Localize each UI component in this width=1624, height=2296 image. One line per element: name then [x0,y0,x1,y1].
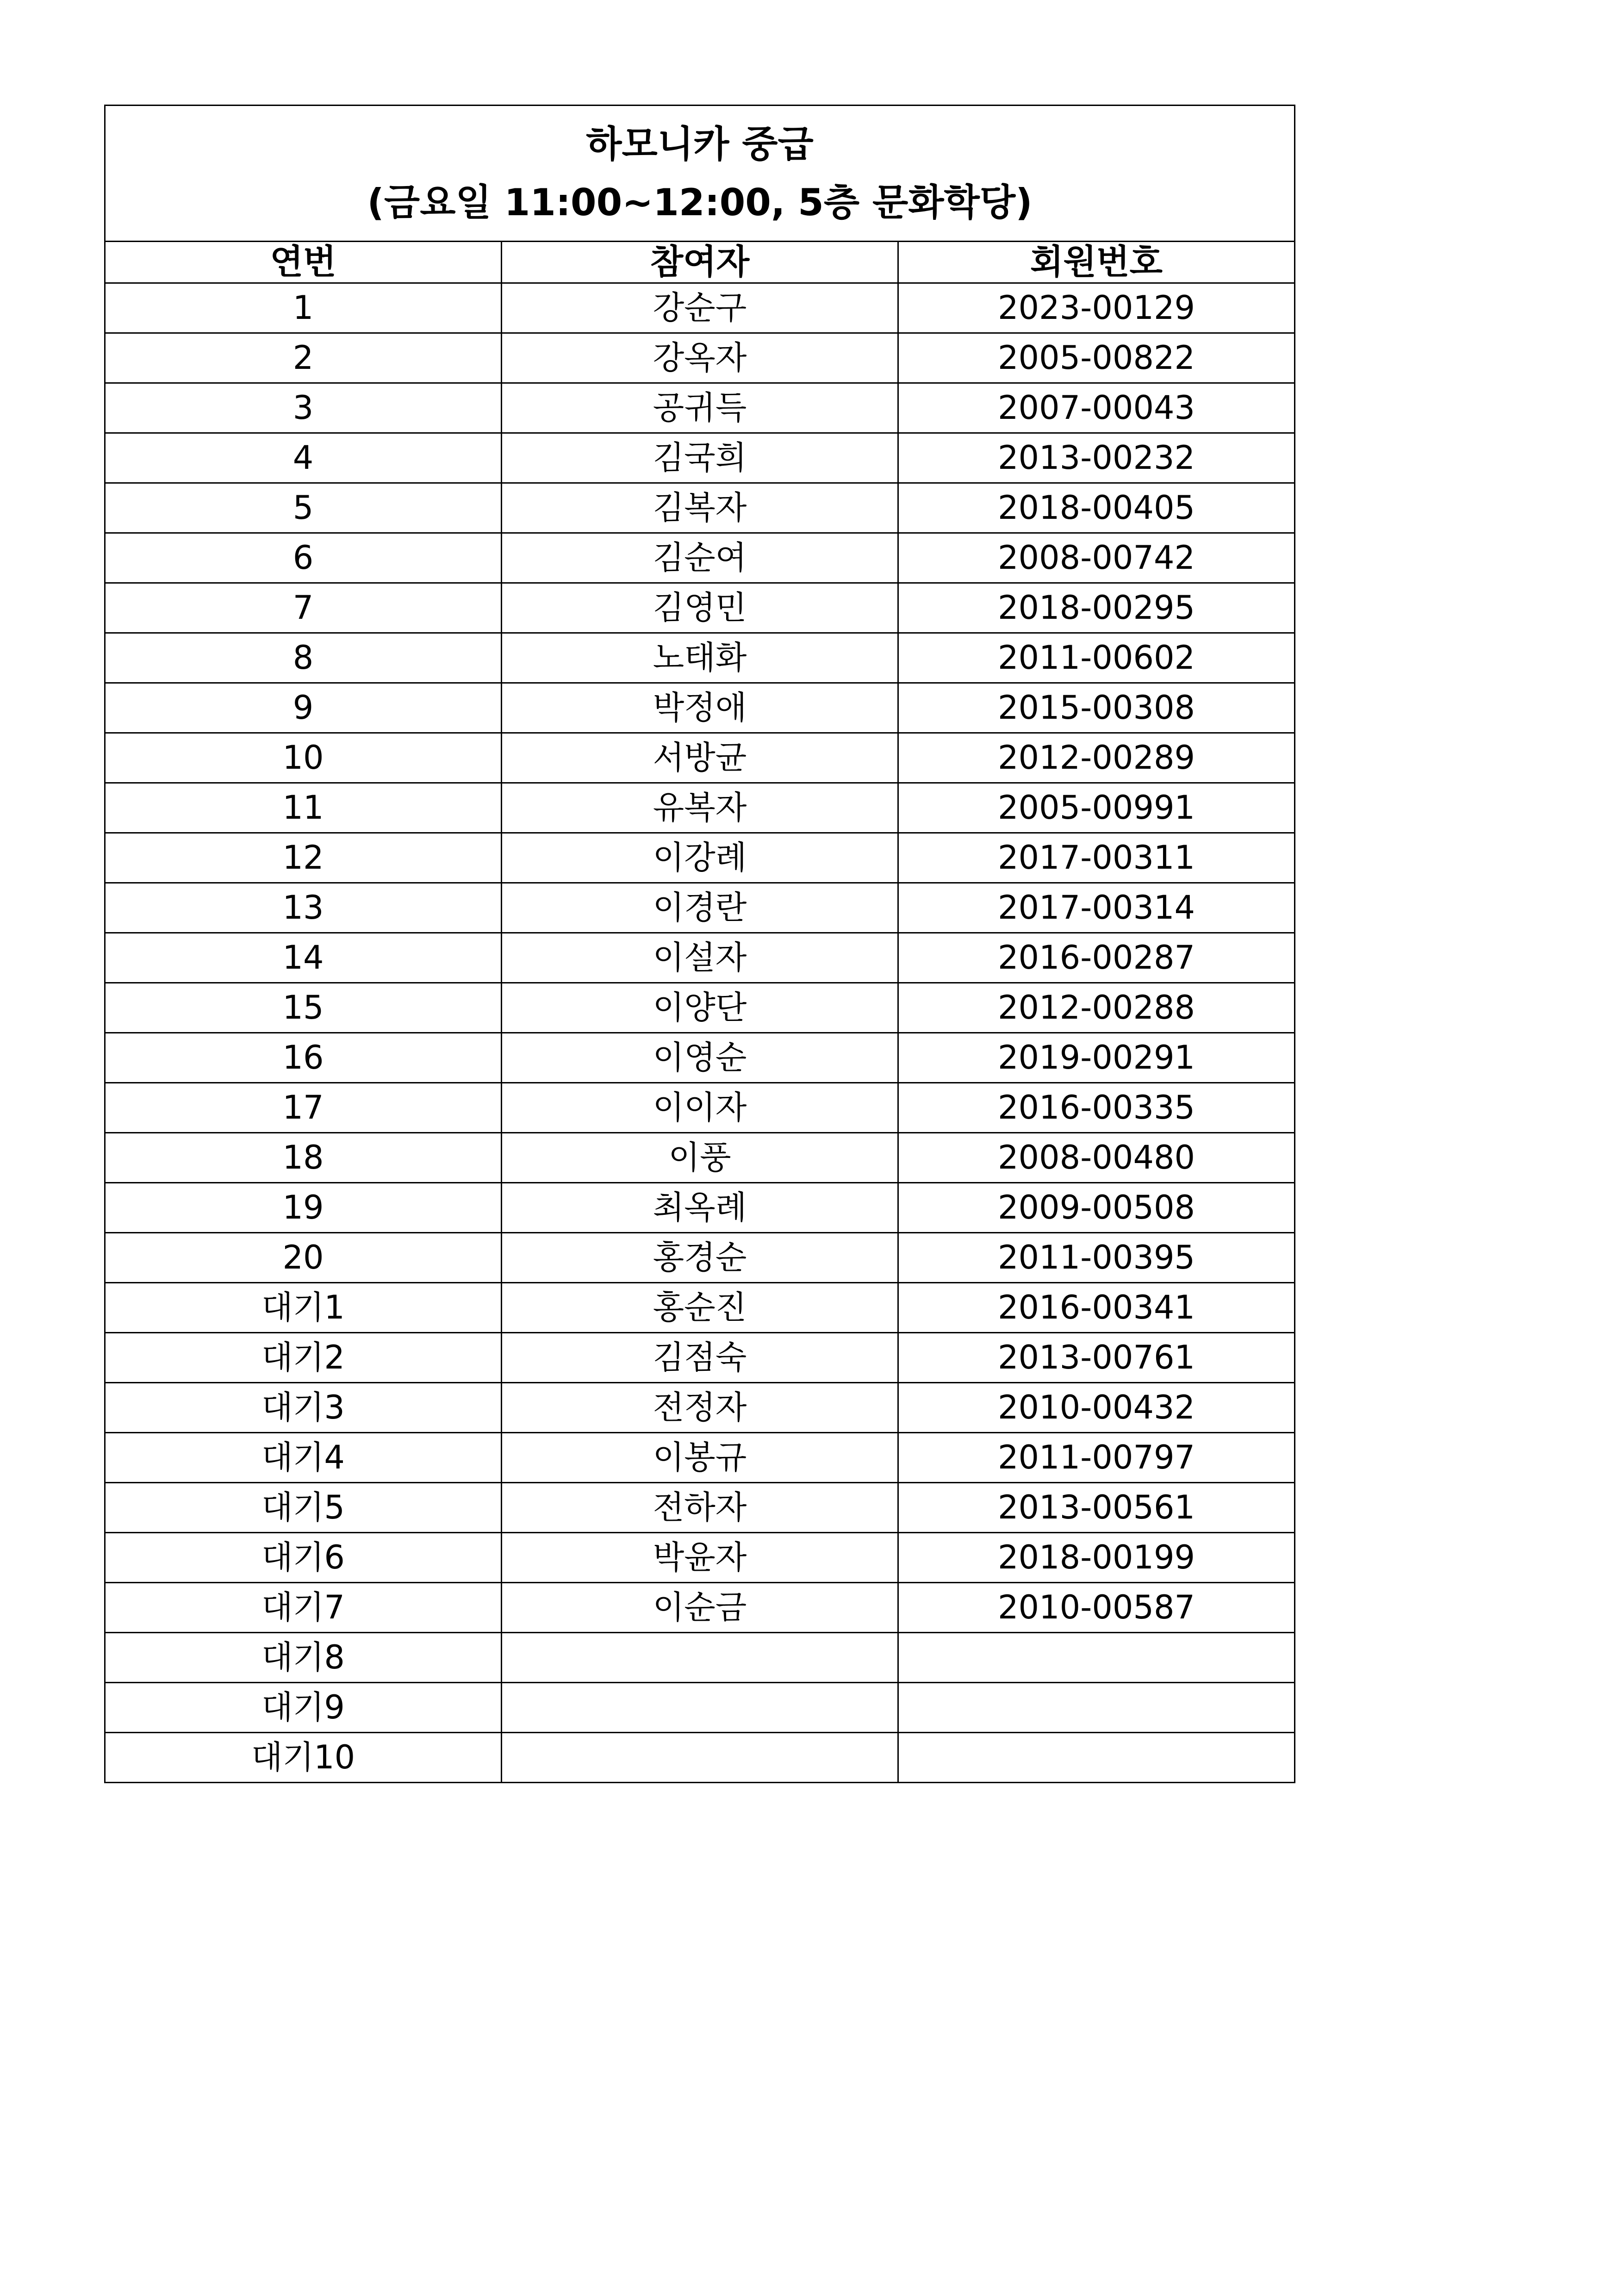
table-row [105,933,1295,983]
cell-member-id: 2013-00232 [898,433,1295,483]
cell-name: 강옥자 [502,333,898,383]
table-row [105,1383,1295,1433]
cell-no: 대기10 [105,1733,502,1783]
header-row [105,242,1295,283]
cell-member-id: 2018-00405 [898,483,1295,533]
table-row [105,1533,1295,1583]
cell-name: 김영민 [502,583,898,633]
cell-member-id: 2005-00822 [898,333,1295,383]
table-row [105,383,1295,433]
cell-no: 6 [105,533,502,583]
cell-no: 5 [105,483,502,533]
cell-no: 9 [105,683,502,733]
table-row [105,883,1295,933]
table-row [105,1183,1295,1233]
cell-name: 박윤자 [502,1533,898,1583]
cell-name: 노태화 [502,633,898,683]
cell-member-id [898,1683,1295,1733]
table-row [105,1633,1295,1683]
cell-member-id: 2011-00602 [898,633,1295,683]
cell-name: 유복자 [502,783,898,833]
cell-name: 박정애 [502,683,898,733]
cell-no: 대기3 [105,1383,502,1433]
cell-name: 이설자 [502,933,898,983]
cell-no: 1 [105,283,502,333]
cell-member-id: 2017-00311 [898,833,1295,883]
cell-member-id: 2007-00043 [898,383,1295,433]
cell-no: 대기6 [105,1533,502,1583]
cell-no: 12 [105,833,502,883]
cell-member-id: 2023-00129 [898,283,1295,333]
table-row [105,983,1295,1033]
cell-member-id: 2018-00295 [898,583,1295,633]
cell-member-id: 2018-00199 [898,1533,1295,1583]
table-row [105,1433,1295,1483]
cell-no: 11 [105,783,502,833]
cell-member-id: 2011-00797 [898,1433,1295,1483]
cell-name: 이경란 [502,883,898,933]
cell-member-id: 2016-00341 [898,1283,1295,1333]
table-row [105,1683,1295,1733]
table-row [105,1283,1295,1333]
title-line-2: (금요일 11:00~12:00, 5층 문화학당) [367,180,1033,224]
table-row [105,583,1295,633]
cell-no: 3 [105,383,502,433]
cell-name [502,1733,898,1783]
cell-no: 대기8 [105,1633,502,1683]
cell-name: 서방균 [502,733,898,783]
cell-member-id: 2012-00288 [898,983,1295,1033]
table-row [105,1133,1295,1183]
cell-member-id: 2009-00508 [898,1183,1295,1233]
table-row [105,483,1295,533]
table-row [105,1033,1295,1083]
column-header-no: 연번 [105,242,502,283]
cell-member-id: 2016-00335 [898,1083,1295,1133]
cell-member-id: 2008-00480 [898,1133,1295,1183]
table-row [105,433,1295,483]
table-row [105,1483,1295,1533]
table-row [105,1333,1295,1383]
cell-member-id: 2016-00287 [898,933,1295,983]
cell-name: 이이자 [502,1083,898,1133]
table-row [105,633,1295,683]
cell-no: 대기5 [105,1483,502,1533]
cell-no: 대기2 [105,1333,502,1383]
cell-member-id: 2010-00587 [898,1583,1295,1633]
table-row [105,683,1295,733]
cell-member-id: 2013-00761 [898,1333,1295,1383]
column-header-name: 참여자 [502,242,898,283]
cell-no: 16 [105,1033,502,1083]
cell-no: 13 [105,883,502,933]
table-row [105,283,1295,333]
cell-no: 8 [105,633,502,683]
cell-no: 15 [105,983,502,1033]
cell-member-id: 2013-00561 [898,1483,1295,1533]
cell-name: 김점숙 [502,1333,898,1383]
table-title-cell [105,106,1295,242]
table-body [105,283,1295,1783]
cell-name [502,1683,898,1733]
roster-table [104,105,1295,1783]
table-row [105,333,1295,383]
cell-no: 20 [105,1233,502,1283]
cell-name: 강순구 [502,283,898,333]
table-row [105,783,1295,833]
cell-name: 김복자 [502,483,898,533]
cell-no: 대기9 [105,1683,502,1733]
cell-no: 대기7 [105,1583,502,1633]
cell-name: 이영순 [502,1033,898,1083]
cell-name: 이풍 [502,1133,898,1183]
cell-no: 대기1 [105,1283,502,1333]
cell-name: 전정자 [502,1383,898,1433]
cell-member-id: 2011-00395 [898,1233,1295,1283]
cell-no: 17 [105,1083,502,1133]
cell-name: 전하자 [502,1483,898,1533]
cell-no: 18 [105,1133,502,1183]
cell-member-id: 2019-00291 [898,1033,1295,1083]
cell-name: 이봉규 [502,1433,898,1483]
cell-name: 공귀득 [502,383,898,433]
cell-member-id: 2005-00991 [898,783,1295,833]
cell-name: 김국희 [502,433,898,483]
cell-member-id [898,1733,1295,1783]
cell-member-id: 2012-00289 [898,733,1295,783]
cell-member-id: 2017-00314 [898,883,1295,933]
cell-no: 7 [105,583,502,633]
table-row [105,733,1295,783]
column-header-member-id: 회원번호 [898,242,1295,283]
table-row [105,1083,1295,1133]
table-row [105,833,1295,883]
cell-no: 19 [105,1183,502,1233]
cell-no: 10 [105,733,502,783]
cell-name: 이강례 [502,833,898,883]
cell-name: 이순금 [502,1583,898,1633]
cell-member-id: 2008-00742 [898,533,1295,583]
cell-no: 2 [105,333,502,383]
cell-name: 김순여 [502,533,898,583]
cell-no: 4 [105,433,502,483]
cell-member-id: 2010-00432 [898,1383,1295,1433]
cell-name: 이양단 [502,983,898,1033]
cell-member-id: 2015-00308 [898,683,1295,733]
title-line-1: 하모니카 중급 [586,122,814,166]
cell-member-id [898,1633,1295,1683]
cell-no: 대기4 [105,1433,502,1483]
cell-name [502,1633,898,1683]
table-row [105,533,1295,583]
cell-name: 최옥례 [502,1183,898,1233]
cell-no: 14 [105,933,502,983]
cell-name: 홍경순 [502,1233,898,1283]
table-row [105,1583,1295,1633]
table-row [105,1233,1295,1283]
cell-name: 홍순진 [502,1283,898,1333]
table-row [105,1733,1295,1783]
